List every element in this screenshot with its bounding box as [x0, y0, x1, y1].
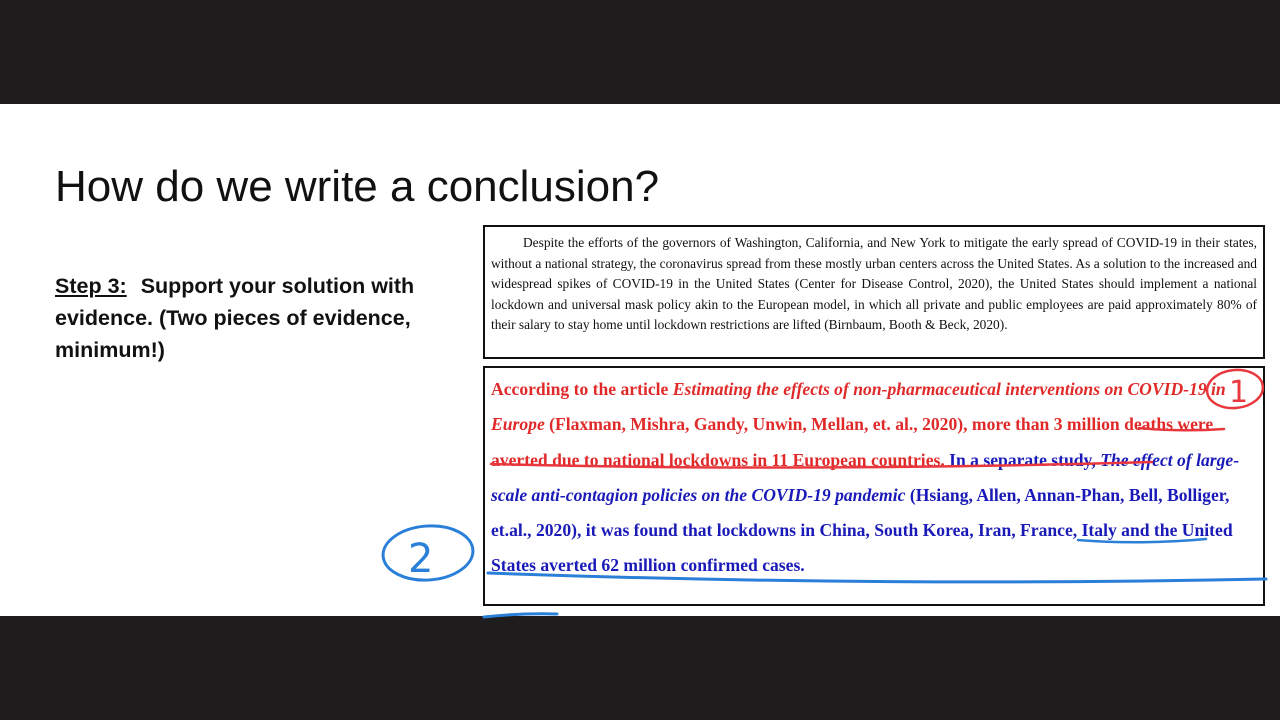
evidence-paragraph [483, 366, 1265, 606]
slide-title: How do we write a conclusion? [55, 162, 660, 211]
evidence-1-body: (Flaxman, Mishra, Gandy, Unwin, Mellan, et. al., 2020), more than 3 million deaths were averted due to national lockdowns in 11 European countries. [491, 414, 1214, 470]
ink-number-1: 1 [1229, 375, 1249, 410]
evidence-2-intro: In a separate study, [944, 449, 1101, 470]
evidence-2-body: (Hsiang, Allen, Annan-Phan, Bell, Bolliger, et.al., 2020), it was found that lockdowns in China, South Korea, Iran, France, Italy and the United States averted 62 million confirmed cases. [491, 484, 1233, 576]
evidence-2-title: The effect of large-scale anti-contagion policies on the COVID-19 pandemic [491, 449, 1240, 505]
solution-paragraph: Despite the efforts of the governors of Washington, California, and New York to mitigate the early spread of COVID-19 in their states, without a national strategy, the coronavirus spread from these mostly urban centers across the United States. As a solution to the increased and widespread spikes of COVID-19 in the United States (Center for Disease Control, 2020), the United States should implement a national lockdown and universal mask policy akin to the European model, in which all private and public employees are paid approximately 80% of their salary to stay home until lockdown restrictions are lifted (Birnbaum, Booth & Beck, 2020). [483, 225, 1265, 359]
evidence-1-intro: According to the article [491, 379, 673, 399]
step-instruction [55, 270, 455, 366]
step-text: Support your solution with evidence. (Two pieces of evidence, minimum!) [55, 274, 415, 362]
evidence-1-title: Estimating the effects of non-pharmaceutical interventions on COVID-19 in Europe [491, 379, 1226, 435]
step-label: Step 3: [55, 274, 127, 298]
slide [0, 104, 1280, 616]
ink-number-2: 2 [408, 536, 434, 582]
